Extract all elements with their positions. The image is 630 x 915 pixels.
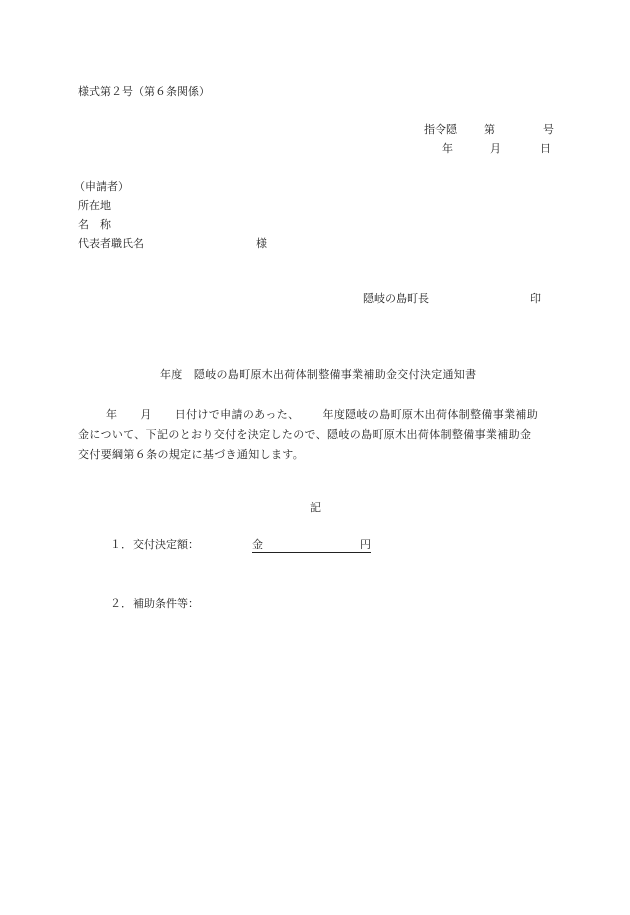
body-line-3: 交付要綱第６条の規定に基づき通知します。: [78, 448, 305, 461]
reference-go: 号: [543, 123, 554, 136]
issuer-seal: 印: [530, 292, 541, 305]
item-1-number: １．: [110, 538, 132, 551]
applicant-heading: （申請者）: [74, 180, 129, 193]
item-1-amount-field: [252, 539, 371, 553]
body-paragraph: [78, 405, 558, 465]
date-day: 日: [540, 142, 551, 155]
form-number: 様式第２号（第６条関係）: [78, 85, 210, 98]
item-2-label: 補助条件等：: [133, 597, 199, 610]
body-month: 月: [140, 408, 152, 421]
reference-dai: 第: [484, 123, 495, 136]
date-month: 月: [490, 142, 501, 155]
item-1-label: 交付決定額：: [133, 538, 199, 551]
body-year: 年: [106, 408, 118, 421]
item-2-number: ２．: [110, 597, 132, 610]
body-line-1: [78, 405, 558, 425]
issuer-title: 隠岐の島町長: [363, 292, 429, 305]
date-year: 年: [442, 142, 453, 155]
item-1-amount-suffix: 円: [360, 538, 371, 551]
applicant-honorific: 様: [256, 237, 267, 250]
applicant-name-label: 名 称: [78, 218, 111, 231]
applicant-address-label: 所在地: [78, 199, 111, 212]
item-1-amount-prefix: 金: [252, 538, 263, 551]
applicant-representative-label: 代表者職氏名: [78, 237, 144, 250]
body-text-1-tail: 年度隠岐の島町原木出荷体制整備事業補助: [322, 408, 539, 421]
reference-prefix: 指令隠: [424, 123, 457, 136]
ki-heading: 記: [310, 501, 321, 514]
document-title: 年度 隠岐の島町原木出荷体制整備事業補助金交付決定通知書: [160, 368, 477, 381]
body-text-1: 日付けで申請のあった、: [174, 408, 300, 421]
body-line-2: 金について、下記のとおり交付を決定したので、隠岐の島町原木出荷体制整備事業補助金: [78, 428, 532, 441]
